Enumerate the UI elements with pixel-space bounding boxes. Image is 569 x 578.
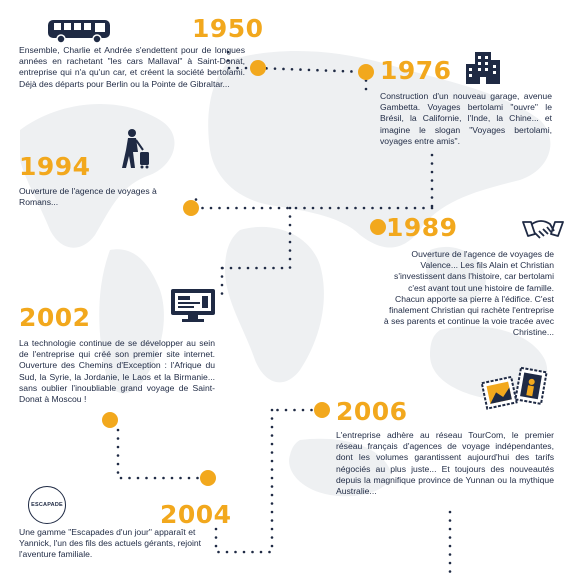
event-text-1950: Ensemble, Charlie et Andrée s'endettent pour de longues années en rachetant "les cars Mallaval" à Saint-Donat, entreprise qui n'a qu'un car, et créent la société bertolami. Déjà des départs pour Berlin ou la Pointe de Gibraltar... xyxy=(19,45,245,89)
year-2002: 2002 xyxy=(19,303,91,332)
year-2006: 2006 xyxy=(336,397,408,426)
timeline-dot-2002 xyxy=(102,412,118,428)
bus-icon xyxy=(47,18,113,44)
event-text-1989: Ouverture de l'agence de voyages de Valence... Les fils Alain et Christian s'investissent dans l'histoire, car bertolami c'est avant tout une histoire de famille. Chacun apporte sa pierre à l'édifice. C'est finalement Christian qui rachète l'entreprise à ses parents et continue la voie tracée avec Christine... xyxy=(383,249,554,338)
event-text-2002: La technologie continue de se développer au sein de l'entreprise qui créé son premier site internet. Ouverture des Chemins d'Exception : l'Afrique du Sud, la Syrie, la Jordanie, le Laos et la Birmanie... sans oublier l'inoubliable grand voyage de Saint-Donat à Moscou ! xyxy=(19,338,215,405)
computer-icon xyxy=(170,288,216,322)
stamps-icon xyxy=(478,366,550,412)
year-1989: 1989 xyxy=(386,213,458,242)
event-text-2004: Une gamme "Escapades d'un jour" apparaît et Yannick, l'un des fils des actuels gérants, rejoint l'aventure familiale. xyxy=(19,527,202,560)
escapade-logo-text: ESCAPADE xyxy=(31,502,63,508)
timeline-dot-2004 xyxy=(200,470,216,486)
timeline-dot-1950 xyxy=(250,60,266,76)
year-2004: 2004 xyxy=(160,500,232,529)
traveler-icon xyxy=(118,128,152,170)
timeline-dot-1976 xyxy=(358,64,374,80)
escapade-logo-icon xyxy=(28,486,66,524)
event-text-1976: Construction d'un nouveau garage, avenue Gambetta. Voyages bertolami "ouvre" le Brésil, la Californie, l'Inde, la Chine... et imagine le slogan "Voyages bertolami, voyages entre amis". xyxy=(380,91,552,146)
year-1950: 1950 xyxy=(192,14,264,43)
event-text-2006: L'entreprise adhère au réseau TourCom, le premier réseau français d'agences de voyage indépendantes, dont les volumes garantissent aujourd'hui des tarifs négociés au plus juste... Et toujours des nouveautés depuis la magnifique province de Yunnan ou la mythique Australie... xyxy=(336,430,554,497)
timeline-dot-1994 xyxy=(183,200,199,216)
year-1994: 1994 xyxy=(19,152,91,181)
year-1976: 1976 xyxy=(380,56,452,85)
building-icon xyxy=(465,50,501,84)
handshake-icon xyxy=(522,216,564,242)
timeline-dot-1989 xyxy=(370,219,386,235)
event-text-1994: Ouverture de l'agence de voyages à Romans... xyxy=(19,186,157,208)
timeline-dot-2006 xyxy=(314,402,330,418)
